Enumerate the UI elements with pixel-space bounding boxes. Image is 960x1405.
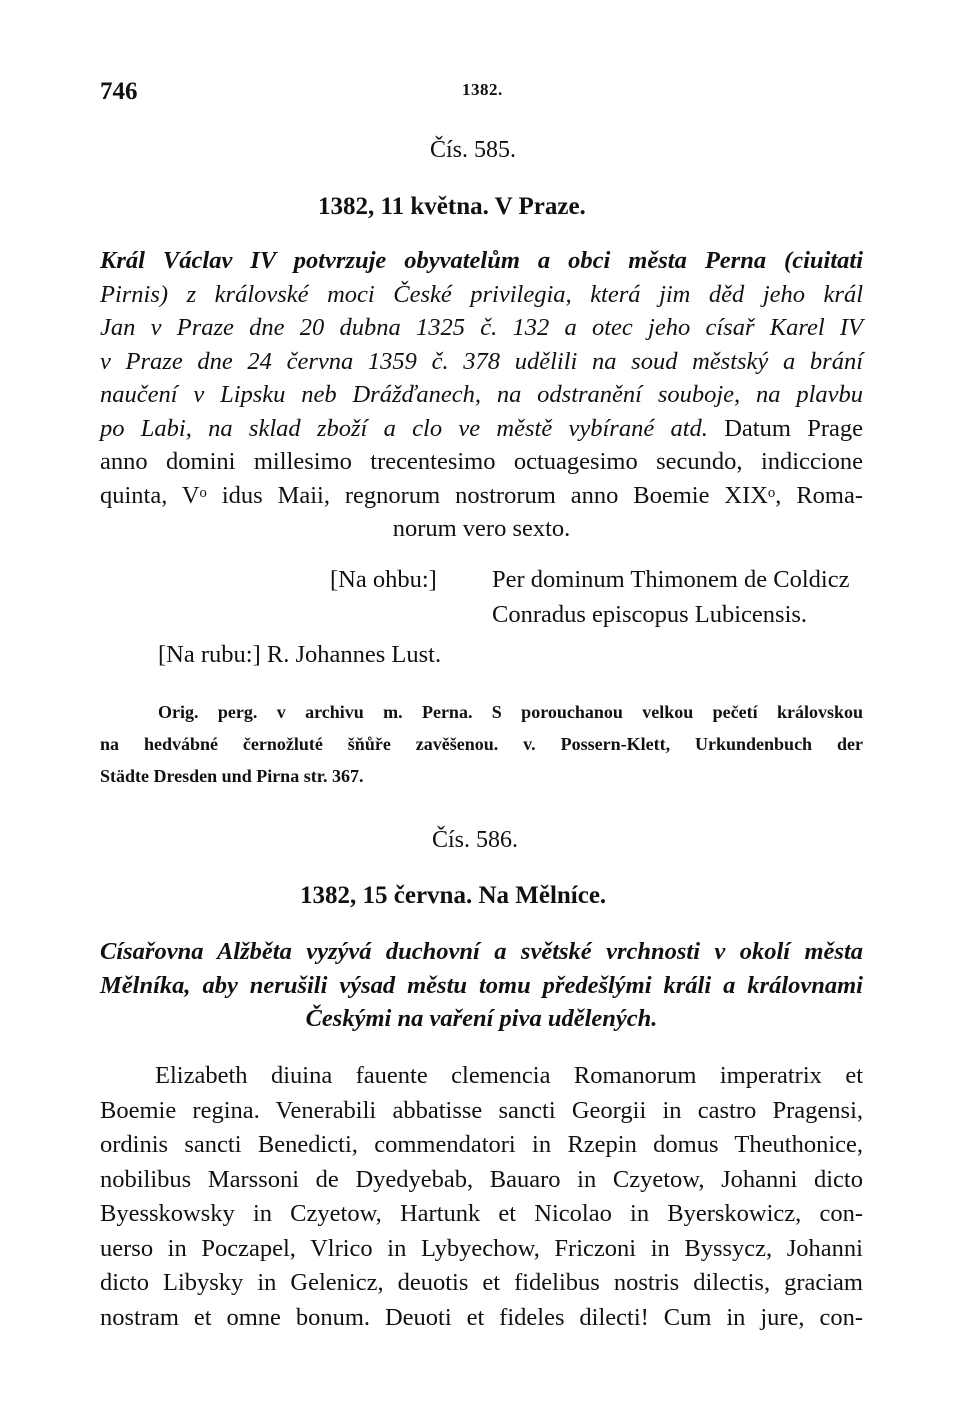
text-line: ordinis sancti Benedicti, commendatori in Rzepin domus Theuthonice, [100,1131,863,1158]
text-line: norum vero sexto. [392,515,571,542]
text-line: uerso in Poczapel, Vlrico in Lybyechow, Friczoni in Byssycz, Johanni [100,1234,863,1262]
summary-585 [100,244,863,546]
text-line: nostram et omne bonum. Deuoti et fideles dilecti! Cum in jure, con- [100,1303,863,1331]
text-line [100,479,863,513]
document-number-585: Čís. 585. [430,137,517,163]
summary-line: Mělníka, aby nerušili výsad městu tomu předešlými králi a královnami [100,971,863,999]
running-header-year: 1382. [462,80,503,99]
rubu-line: [Na rubu:] R. Johannes Lust. [158,641,442,668]
text-line: Byesskowsky in Czyetow, Hartunk et Nicolao in Byerskowicz, con- [100,1200,863,1227]
document-date-585: 1382, 11 května. V Praze. [318,193,586,220]
text-line: anno domini millesimo trecentesimo octuagesimo secundo, indiccione [100,448,863,475]
ohbu-label: [Na ohbu:] [330,566,437,593]
summary-line: Král Václav IV potvrzuje obyvatelům a obci města Perna (ciuitati [100,247,863,274]
note-line: na hedvábné černožluté šňůře zavěšenou. v. Possern-Klett, Urkundenbuch der [100,734,863,754]
summary-line: Jan v Praze dne 20 dubna 1325 č. 132 a otec jeho císař Karel IV [100,314,863,341]
text-line: Elizabeth diuina fauente clemencia Romanorum imperatrix et [155,1062,863,1089]
summary-line: Českými na vaření piva udělených. [305,1005,658,1032]
summary-line: naučení v Lipsku neb Drážďanech, na odstranění souboje, na plavbu [100,381,863,408]
note-line: Orig. perg. v archivu m. Perna. S porouchanou velkou pečetí královskou [158,702,863,722]
text-start: Datum Prage [707,414,863,442]
text-586 [100,1059,863,1335]
text-line: dicto Libysky in Gelenicz, deuotis et fidelibus nostris dilectis, graciam [100,1269,863,1296]
text-line: nobilibus Marssoni de Dyedyebab, Bauaro in Czyetow, Johanni dicto [100,1165,863,1193]
text-fragment: quinta, V [100,481,200,509]
ohbu-line-1: Per dominum Thimonem de Coldicz [492,566,850,593]
text-fragment: idus Maii, regnorum nostrorum anno Boemie XIX [206,481,768,509]
document-number-586: Čís. 586. [432,827,519,853]
summary-line: Císařovna Alžběta vyzývá duchovní a světské vrchnosti v okolí města [100,938,863,965]
note-line: Städte Dresden und Pirna str. 367. [100,766,364,786]
summary-line: v Praze dne 24 června 1359 č. 378 udělili na soud městský a brání [100,347,863,375]
ohbu-line-2: Conradus episcopus Lubicensis. [492,601,808,628]
page-number: 746 [100,78,138,105]
summary-tail: po Labi, na sklad zboží a clo ve městě vybírané atd. [100,414,708,442]
document-date-586: 1382, 15 června. Na Mělníce. [300,882,607,909]
summary-586 [100,935,863,1036]
mixed-line [100,412,863,446]
summary-line: Pirnis) z královské moci České privilegia, která jim děd jeho král [100,280,863,308]
superscript: o [767,484,776,501]
text-fragment: , Roma- [775,481,863,509]
text-line: Boemie regina. Venerabili abbatisse sancti Georgii in castro Pragensi, [100,1096,863,1124]
superscript: o [199,484,207,501]
archival-note-585 [100,696,863,792]
